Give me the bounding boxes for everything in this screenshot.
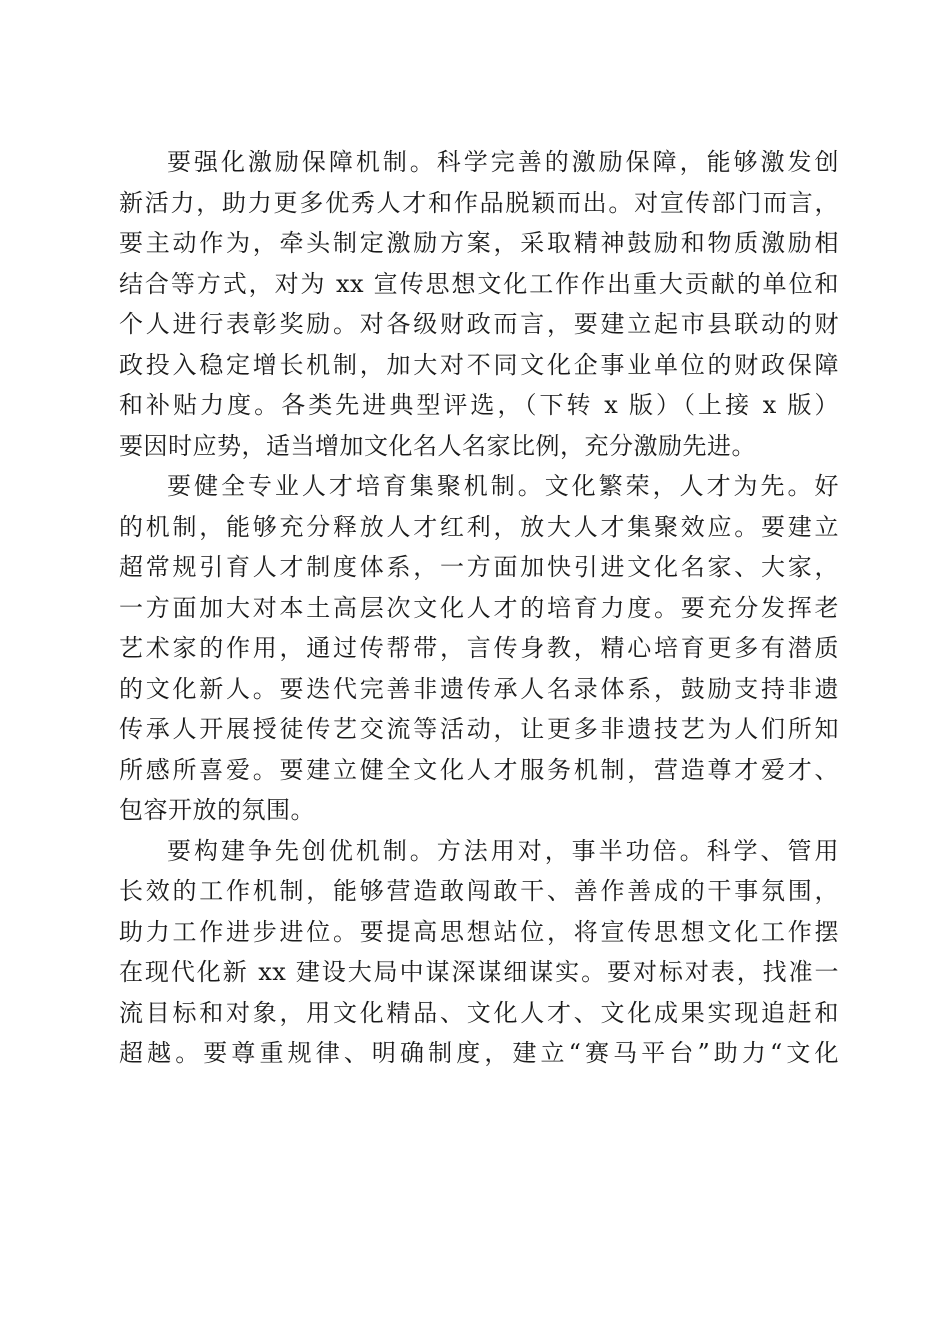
paragraph-1-line-8: 要因时应势，适当增加文化名人名家比例，充分激励先进。 xyxy=(119,431,756,460)
paragraph-2-line-8: 所感所喜爱。要建立健全文化人才服务机制，营造尊才爱才、 xyxy=(119,755,839,784)
paragraph-1-line-4: 结合等方式，对为 xx 宣传思想文化工作作出重大贡献的单位和 xyxy=(119,269,839,298)
paragraph-2-line-1: 要健全专业人才培育集聚机制。文化繁荣，人才为先。好 xyxy=(167,472,839,500)
paragraph-3-line-3: 助力工作进步进位。要提高思想站位，将宣传思想文化工作摆 xyxy=(119,917,839,946)
paragraph-1-line-1: 要强化激励保障机制。科学完善的激励保障，能够激发创 xyxy=(167,148,839,176)
paragraph-3-line-2: 长效的工作机制，能够营造敢闯敢干、善作善成的干事氛围， xyxy=(119,877,839,905)
paragraph-3-line-6: 超越。要尊重规律、明确制度，建立“赛马平台”助力“文化 xyxy=(119,1039,839,1067)
paragraph-2-line-5: 艺术家的作用，通过传帮带，言传身教，精心培育更多有潜质 xyxy=(119,634,839,662)
paragraph-2-line-7: 传承人开展授徒传艺交流等活动，让更多非遗技艺为人们所知 xyxy=(119,715,839,743)
paragraph-3-line-5: 流目标和对象，用文化精品、文化人才、文化成果实现追赶和 xyxy=(119,998,839,1027)
paragraph-3-line-1: 要构建争先创优机制。方法用对，事半功倍。科学、管用 xyxy=(167,836,839,865)
paragraph-2-line-3: 超常规引育人才制度体系，一方面加快引进文化名家、大家， xyxy=(119,553,839,581)
paragraph-2-line-4: 一方面加大对本土高层次文化人才的培育力度。要充分发挥老 xyxy=(119,593,839,622)
paragraph-2-line-6: 的文化新人。要迭代完善非遗传承人名录体系，鼓励支持非遗 xyxy=(119,674,839,703)
paragraph-1-line-5: 个人进行表彰奖励。对各级财政而言，要建立起市县联动的财 xyxy=(119,310,839,338)
document-body xyxy=(119,142,839,1074)
paragraph-1-line-2: 新活力，助力更多优秀人才和作品脱颖而出。对宣传部门而言， xyxy=(119,188,839,217)
paragraph-1-line-7: 和补贴力度。各类先进典型评选，（下转 x 版）（上接 x 版） xyxy=(119,391,839,419)
paragraph-3-line-4: 在现代化新 xx 建设大局中谋深谋细谋实。要对标对表，找准一 xyxy=(119,958,839,986)
paragraph-2-line-9: 包容开放的氛围。 xyxy=(119,796,315,824)
paragraph-2-line-2: 的机制，能够充分释放人才红利，放大人才集聚效应。要建立 xyxy=(119,512,839,541)
paragraph-1-line-3: 要主动作为，牵头制定激励方案，采取精神鼓励和物质激励相 xyxy=(119,229,839,257)
paragraph-1-line-6: 政投入稳定增长机制，加大对不同文化企事业单位的财政保障 xyxy=(119,350,839,379)
